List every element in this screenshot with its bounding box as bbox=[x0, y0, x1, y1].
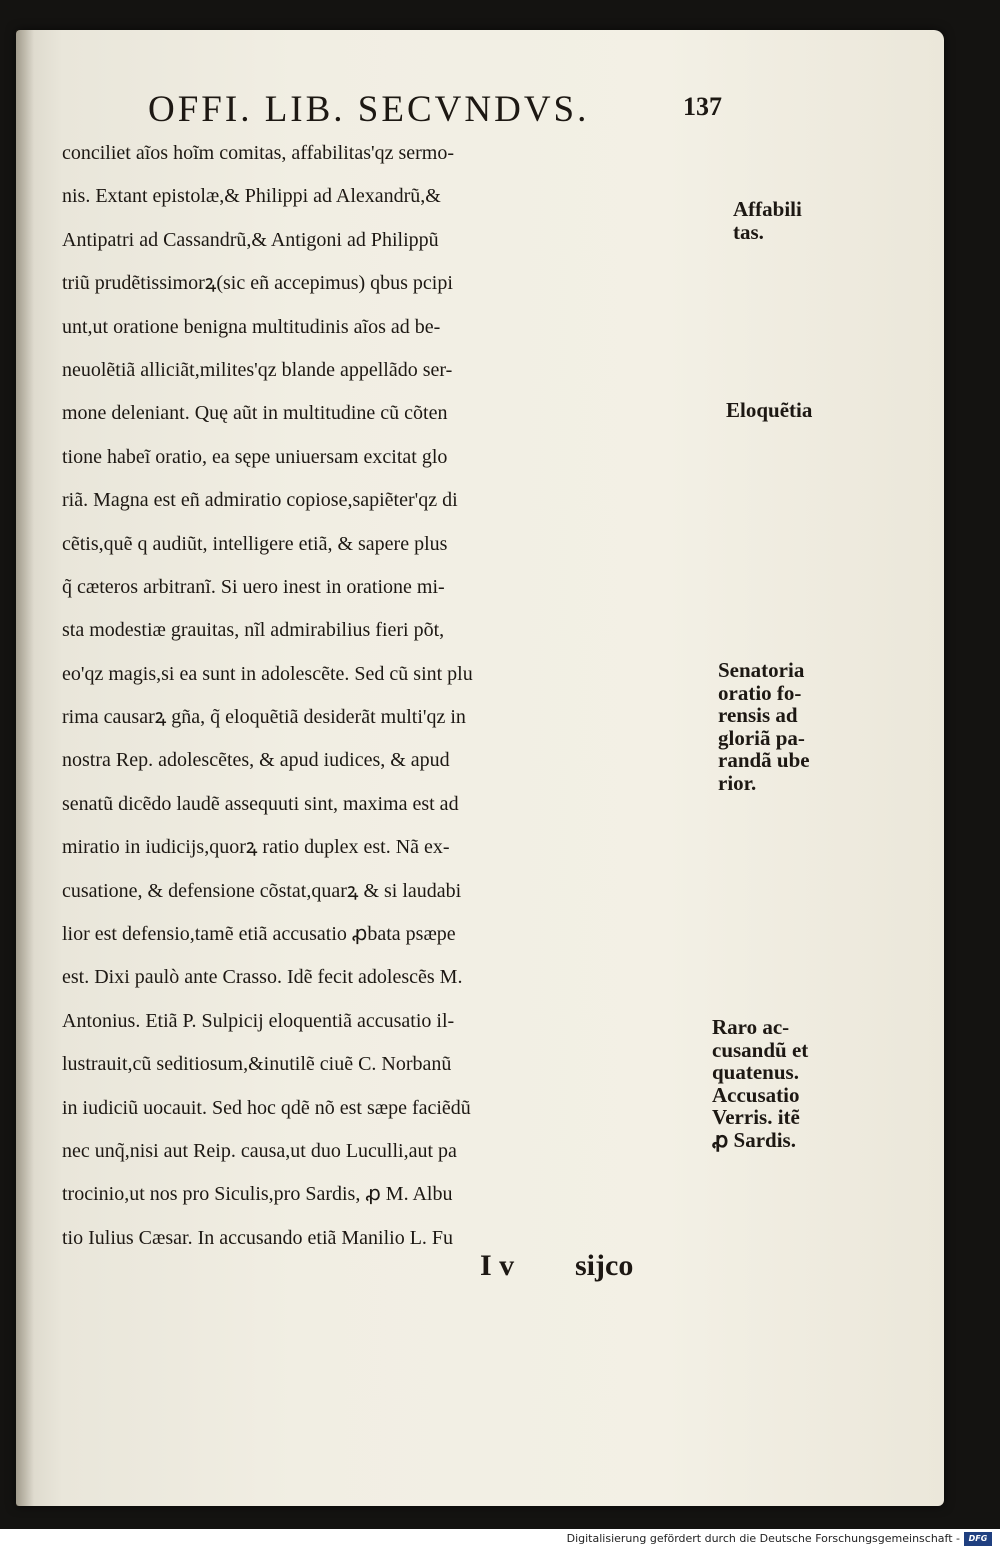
margin-note-line: Eloquẽtia bbox=[726, 398, 813, 422]
margin-note-line: Accusatio bbox=[712, 1082, 800, 1107]
margin-note-line: rior. bbox=[718, 770, 757, 795]
text-line: conciliet aĩos hoĩm comitas, affabilitas'qz sermo- bbox=[62, 142, 455, 164]
text-line: cusatione, & defensione cõstat,quarꝝ & si laudabi bbox=[62, 879, 462, 902]
margin-note bbox=[718, 659, 810, 794]
text-line: miratio in iudicijs,quorꝝ ratio duplex est. Nã ex- bbox=[62, 836, 450, 859]
text-line: mone deleniant. Quę aũt in multitudine cũ cõten bbox=[62, 402, 448, 425]
text-line: in iudiciũ uocauit. Sed hoc qdẽ nõ est sæpe faciẽdũ bbox=[62, 1096, 471, 1119]
text-line: tione habeĩ oratio, ea sępe uniuersam excitat glo bbox=[62, 445, 448, 468]
dfg-logo: DFG bbox=[964, 1532, 992, 1546]
running-head: OFFI. LIB. SECVNDVS. bbox=[148, 89, 590, 130]
margin-note bbox=[712, 1016, 808, 1151]
margin-note-line: Senatoria bbox=[718, 658, 805, 682]
text-line: q̃ cæteros arbitranĩ. Si uero inest in oratione mi- bbox=[62, 575, 445, 598]
text-line: trocinio,ut nos pro Siculis,pro Sardis, ꝓ M. Albu bbox=[62, 1183, 453, 1206]
text-line: riã. Magna est eñ admiratio copiose,sapiẽter'qz di bbox=[62, 489, 458, 512]
margin-note-line: Raro ac- bbox=[712, 1015, 790, 1039]
margin-note bbox=[733, 198, 802, 243]
gutter-shadow bbox=[16, 30, 34, 1506]
funding-credit: Digitalisierung gefördert durch die Deutsche Forschungsgemeinschaft - bbox=[566, 1532, 960, 1545]
text-line: Antonius. Etiã P. Sulpicij eloquentiã accusatio il- bbox=[62, 1009, 455, 1032]
margin-note-line: oratio fo- bbox=[718, 680, 802, 705]
margin-note-line: Verris. itẽ bbox=[712, 1105, 800, 1129]
main-text-block bbox=[62, 132, 722, 1260]
margin-note bbox=[726, 399, 812, 422]
margin-note-line: gloriã pa- bbox=[718, 725, 805, 750]
text-line: lior est defensio,tamẽ etiã accusatio ꝓbata psæpe bbox=[62, 923, 456, 946]
margin-note-line: cusandũ et bbox=[712, 1037, 809, 1062]
margin-note-line: rensis ad bbox=[718, 703, 798, 727]
text-line: est. Dixi paulò ante Crasso. Idẽ fecit adolescẽs M. bbox=[62, 966, 463, 989]
text-line: tio Iulius Cæsar. In accusando etiã Manilio L. Fu bbox=[62, 1226, 454, 1249]
text-line: unt,ut oratione benigna multitudinis aĩos ad be- bbox=[62, 315, 441, 338]
text-line: cẽtis,quẽ q audiũt, intelligere etiã, & sapere plus bbox=[62, 532, 448, 555]
text-line: Antipatri ad Cassandrũ,& Antigoni ad Philippũ bbox=[62, 228, 439, 251]
text-line: nec unq̃,nisi aut Reip. causa,ut duo Luculli,aut pa bbox=[62, 1139, 457, 1162]
signature-catchword-line bbox=[480, 1246, 633, 1286]
text-line: eo'qz magis,si ea sunt in adolescẽte. Sed cũ sint plu bbox=[62, 662, 473, 685]
text-line: lustrauit,cũ seditiosum,&inutilẽ ciuẽ C. Norbanũ bbox=[62, 1053, 452, 1076]
margin-note-line: randã ube bbox=[718, 748, 810, 772]
text-line: neuolẽtiã alliciãt,milites'qz blande appellãdo ser- bbox=[62, 358, 453, 381]
margin-note-line: ꝓ Sardis. bbox=[712, 1127, 796, 1152]
text-line: senatũ dicẽdo laudẽ assequuti sint, maxima est ad bbox=[62, 792, 459, 815]
text-line: nostra Rep. adolescẽtes, & apud iudices, & apud bbox=[62, 749, 450, 772]
text-line: nis. Extant epistolæ,& Philippi ad Alexandrũ,& bbox=[62, 185, 441, 208]
text-line: rima causarꝝ gña, q̃ eloquẽtiã desiderãt multi'qz in bbox=[62, 706, 466, 729]
margin-note-line: Affabili bbox=[733, 197, 802, 221]
text-line: triũ prudẽtissimorꝝ(sic eñ accepimus) qbus pcipi bbox=[62, 272, 453, 295]
signature-mark: I v bbox=[480, 1249, 515, 1282]
catchword: sijco bbox=[575, 1249, 634, 1282]
footer-bar bbox=[0, 1529, 1000, 1549]
text-line: sta modestiæ grauitas, nĩl admirabilius fieri põt, bbox=[62, 619, 445, 642]
margin-note-line: quatenus. bbox=[712, 1060, 799, 1084]
margin-note-line: tas. bbox=[733, 219, 764, 244]
folio-number: 137 bbox=[683, 92, 722, 121]
